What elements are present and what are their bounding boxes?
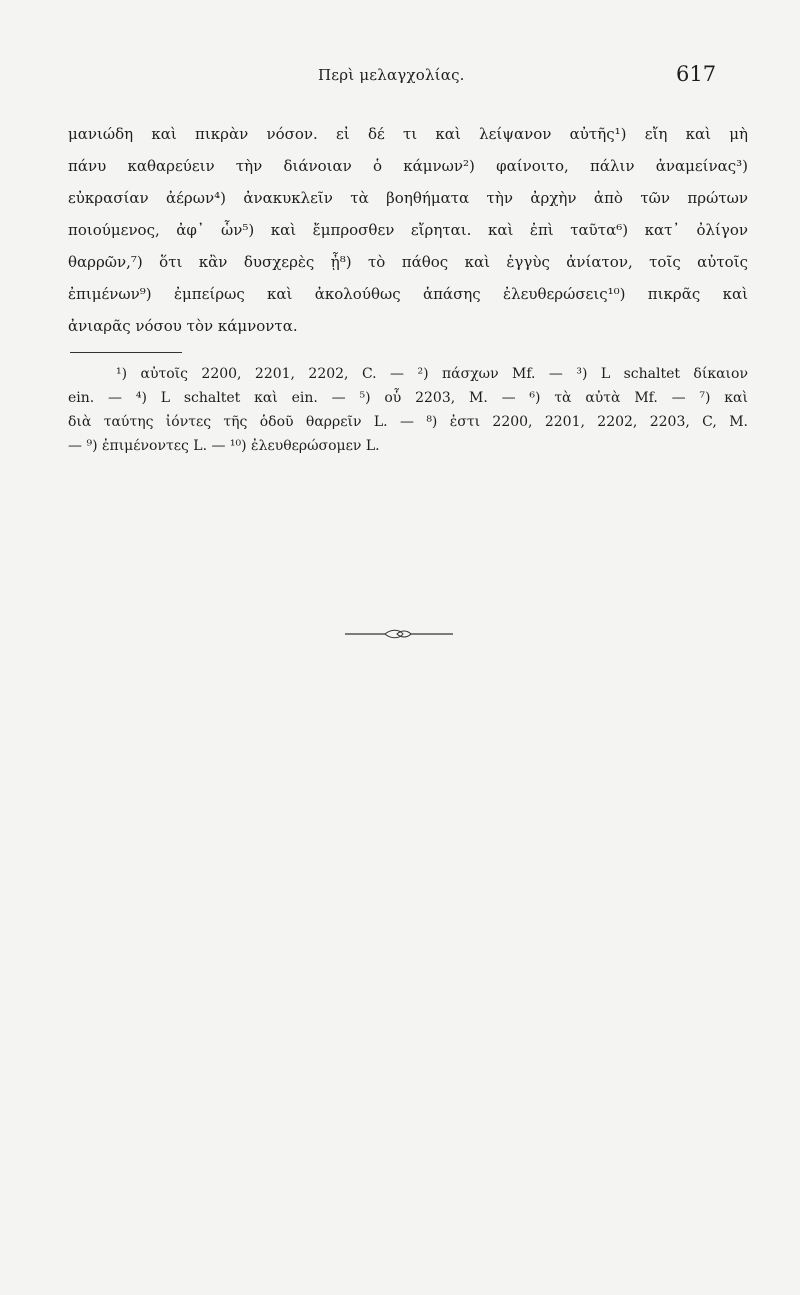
running-title: Περὶ μελαγχολίας. bbox=[318, 66, 465, 84]
footnote-line: διὰ ταύτης ἰόντες τῆς ὁδοῦ θαρρεῖν L. — ⁸) ἐστι 2200, 2201, 2202, 2203, C, M. bbox=[68, 414, 748, 430]
footnotes bbox=[68, 362, 748, 458]
text-line: ἀνιαρᾶς νόσου τὸν κάμνοντα. bbox=[68, 317, 298, 335]
end-ornament bbox=[345, 628, 453, 640]
text-line: ἐπιμένων⁹) ἐμπείρως καὶ ἀκολούθως ἁπάσης ἐλευθερώσεις¹⁰) πικρᾶς καὶ bbox=[68, 285, 748, 303]
footnote-line: — ⁹) ἐπιμένοντες L. — ¹⁰) ἐλευθερώσομεν L. bbox=[68, 438, 380, 454]
main-text bbox=[68, 118, 748, 342]
text-line: εὐκρασίαν ἀέρων⁴) ἀνακυκλεῖν τὰ βοηθήματα τὴν ἀρχὴν ἀπὸ τῶν πρώτων bbox=[68, 189, 748, 207]
text-line: πάνυ καθαρεύειν τὴν διάνοιαν ὁ κάμνων²) φαίνοιτο, πάλιν ἀναμείνας³) bbox=[68, 157, 748, 175]
footnote-line: ¹) αὐτοῖς 2200, 2201, 2202, C. — ²) πάσχων Mf. — ³) L schaltet δίκαιον bbox=[116, 366, 748, 382]
footnote-line: ein. — ⁴) L schaltet καὶ ein. — ⁵) οὗ 2203, M. — ⁶) τὰ αὐτὰ Mf. — ⁷) καὶ bbox=[68, 390, 748, 406]
text-line: μανιώδη καὶ πικρὰν νόσον. εἰ δέ τι καὶ λείψανον αὐτῆς¹) εἴη καὶ μὴ bbox=[68, 125, 748, 143]
text-line: θαρρῶν,⁷) ὅτι κἂν δυσχερὲς ᾖ⁸) τὸ πάθος καὶ ἐγγὺς ἀνίατον, τοῖς αὐτοῖς bbox=[68, 253, 748, 271]
footnote-divider bbox=[70, 352, 182, 353]
page-number: 617 bbox=[676, 62, 717, 86]
text-line: ποιούμενος, ἀφ᾽ ὧν⁵) καὶ ἔμπροσθεν εἴρηται. καὶ ἐπὶ ταῦτα⁶) κατ᾽ ὀλίγον bbox=[68, 221, 748, 239]
